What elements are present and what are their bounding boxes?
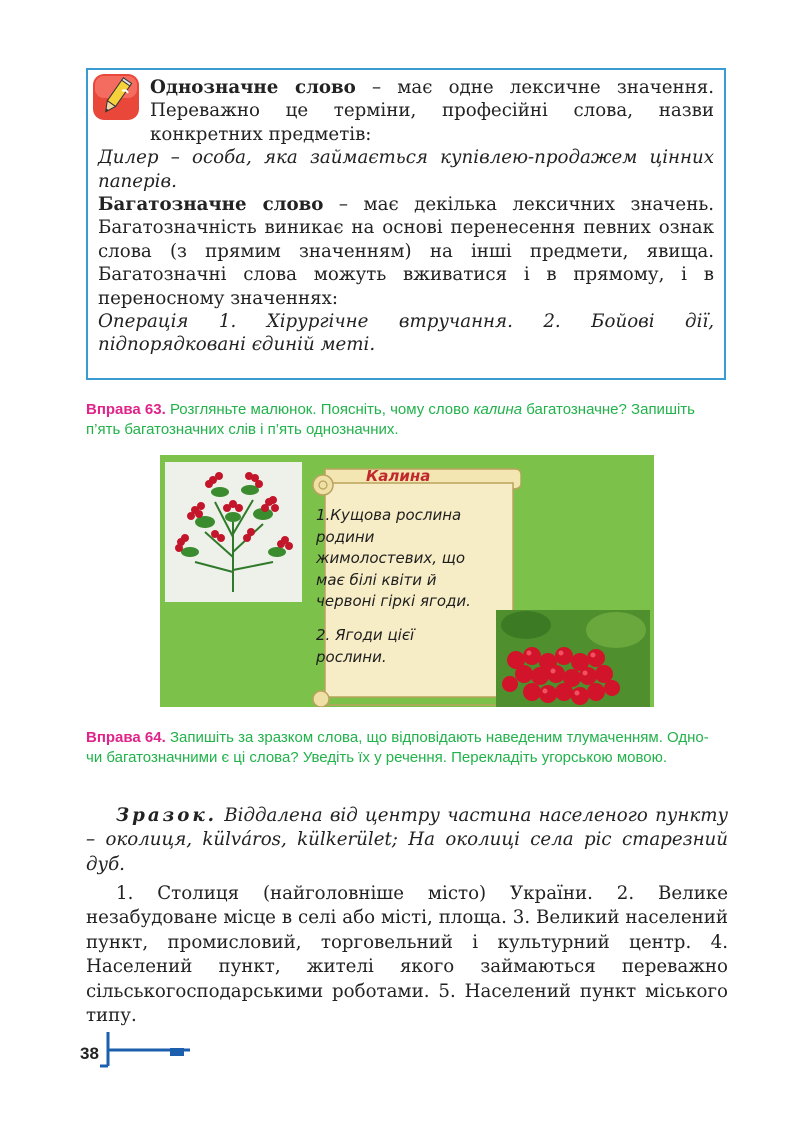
rule-text	[98, 76, 714, 357]
definition-line: червоні гіркі ягоди.	[316, 592, 471, 610]
definition-line: рослини.	[316, 647, 387, 666]
exercise-64-number: Вправа 64.	[86, 729, 166, 746]
kalina-picture	[160, 455, 654, 707]
rule-paragraph-multi	[98, 193, 714, 310]
exercise-63-text: Розгляньте малюнок. Поясніть, чому слово	[165, 401, 474, 418]
task-definitions	[86, 882, 728, 1028]
definition-line: родини	[316, 527, 375, 546]
task-definitions-text: 1. Столиця (найголовніше місто) України. 2. Велике незабудоване місце в селі або місті, площа. 3. Великий населений пункт, промисловий, торговельний і культурний центр. 4. Населений пункт, жителі якого займаються переважно сільськогосподарськими роботами. 5. Населений пункт міського типу.	[86, 883, 728, 1027]
scroll-title: Калина	[366, 467, 431, 485]
sample-text: Віддалена від центру частина населеного пункту – околиця, külváros, külkerület; На околиці села ріс старезний дуб.	[86, 805, 728, 875]
berries-photo	[496, 610, 650, 707]
exercise-64	[86, 728, 728, 767]
exercise-63-word: калина	[473, 401, 523, 418]
definition-single: – має одне лексичне значення. Переважно це терміни, професійні слова, назви конкретних предметів:	[150, 77, 714, 145]
footer-decoration	[100, 1030, 195, 1070]
kalina-drawing	[165, 462, 302, 602]
example-multi: Операція 1. Хірургічне втручання. 2. Бойові дії, підпорядковані єдиній меті.	[98, 311, 714, 356]
definition-line: 1.Кущова рослина	[316, 506, 462, 524]
definition-line: жимолостевих, що	[316, 549, 466, 567]
scroll-definition-2	[316, 625, 516, 668]
sample-label: Зразок.	[116, 805, 217, 826]
definition-multi: – має декілька лексичних значень. Багатозначність виникає на основі перенесення певних ознак слова (з прямим значенням) на інші предмети, явища. Багатозначні слова можуть вживатися і в прямому, і в переносному значеннях:	[98, 194, 714, 309]
rule-box	[86, 68, 726, 380]
sample-block	[86, 804, 728, 877]
exercise-63	[86, 400, 728, 439]
exercise-63-number: Вправа 63.	[86, 401, 166, 418]
term-multi-meaning: Багатозначне слово	[98, 194, 324, 216]
rule-paragraph-single	[98, 76, 714, 146]
pencil-icon	[92, 73, 140, 121]
page-number: 38	[80, 1044, 99, 1063]
exercise-63-text-end: багатозначне? Запишіть п’ять багатозначних слів і п’ять однозначних.	[86, 401, 695, 438]
exercise-64-text: Запишіть за зразком слова, що відповідають наведеним тлумаченням. Одно- чи багатозначними є ці слова? Уведіть їх у речення. Перекладіть угорською мовою.	[86, 729, 709, 766]
example-single: Дилер – особа, яка займається купівлею-продажем цінних паперів.	[98, 147, 714, 192]
definition-line: має білі квіти й	[316, 570, 437, 589]
term-single-meaning: Однозначне слово	[150, 77, 356, 98]
scroll-definition-1	[316, 505, 516, 613]
definition-line: 2. Ягоди цієї	[316, 626, 415, 644]
